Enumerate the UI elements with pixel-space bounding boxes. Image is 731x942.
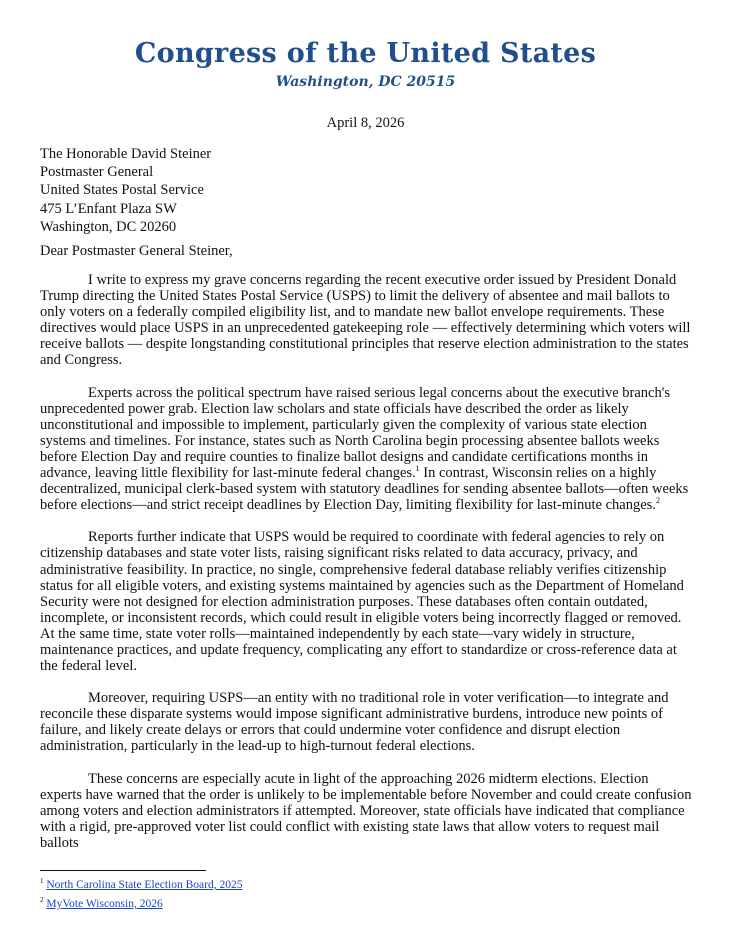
recipient-name: The Honorable David Steiner [40,146,212,162]
letter-body [40,272,692,867]
footnote-2-link[interactable]: MyVote Wisconsin, 2026 [46,897,163,910]
paragraph-2-part-b: In contrast, Wisconsin relies on a highly decentralized, municipal clerk-based system with statutory deadlines for sending absentee ballots—often weeks before elections—and strict receipt deadlines by Election Day, limiting flexibility for last-minute changes. [40,465,689,514]
letterhead [0,38,731,91]
paragraph-2-part-a: Experts across the political spectrum have raised serious legal concerns about the executive branch's unprecedented power grab. Election law scholars and state officials have described the order as likely unconstitutional and impossible to implement, particularly given the complexity of various state election systems and timelines. For instance, states such as North Carolina begin processing absentee ballots weeks before Election Day and require counties to finalize ballot designs and candidate certifications months in advance, leaving little flexibility for last-minute federal changes. [40,384,670,482]
letterhead-title: Congress of the United States [134,38,597,69]
paragraph-3: Reports further indicate that USPS would be required to coordinate with federal agencies to rely on citizenship databases and state voter lists, raising significant risks related to data accuracy, privacy, and administrative feasibility. In practice, no single, comprehensive federal database reliably verifies citizenship status for all eligible voters, and existing systems maintained by agencies such as the Department of Homeland Security were not designed for election administration purposes. These databases often contain outdated, incomplete, or inconsistent records, which could result in eligible voters being incorrectly flagged or removed. At the same time, state voter rolls—maintained independently by each state—vary widely in structure, maintenance practices, and update frequency, complicating any effort to standardize or cross-reference data at the federal level. [40,529,684,675]
footnote-ref-2[interactable]: 2 [655,496,660,506]
footnote-2 [40,893,242,912]
paragraph-5: These concerns are especially acute in light of the approaching 2026 midterm elections. Election experts have warned that the order is unlikely to be implementable before November and could create confusion among voters and election administrators if attempted. Moreover, state officials have indicated that compliance with a rigid, pre-approved voter list could conflict with existing state laws that allow voters to request mail ballots [40,770,692,851]
letter-date: April 8, 2026 [326,115,405,131]
letterhead-city: Washington, DC 20515 [275,74,456,90]
footnotes [40,874,242,912]
footnote-2-number: 2 [40,895,44,904]
footnote-ref-1[interactable]: 1 [415,464,420,474]
footnote-divider [40,870,206,871]
footnote-1-number: 1 [40,877,44,885]
footnote-1 [40,874,242,893]
recipient-title: Postmaster General [40,164,154,181]
recipient-organization: United States Postal Service [40,182,204,199]
paragraph-1: I write to express my grave concerns regarding the recent executive order issued by President Donald Trump directing the United States Postal Service (USPS) to limit the delivery of absentee and mail ballots to only voters on a federally compiled eligibility list, and to mandate new ballot envelope requirements. These directives would place USPS in an unprecedented gatekeeping role — effectively determining which voters will receive ballots — despite longstanding constitutional principles that reserve election administration to the states and Congress. [40,272,691,369]
salutation: Dear Postmaster General Steiner, [40,243,233,259]
paragraph-4: Moreover, requiring USPS—an entity with no traditional role in voter verification—to integrate and reconcile these disparate systems would impose significant administrative burdens, introduce new points of failure, and likely create delays or errors that could undermine voter confidence and disrupt election administration, particularly in the lead-up to high-turnout federal elections. [40,690,669,755]
recipient-address-block [40,145,211,236]
paragraph-2 [40,385,692,514]
recipient-street: 475 L’Enfant Plaza SW [40,200,177,217]
recipient-city: Washington, DC 20260 [40,218,177,235]
footnote-1-link[interactable]: North Carolina State Election Board, 2025 [46,878,243,891]
